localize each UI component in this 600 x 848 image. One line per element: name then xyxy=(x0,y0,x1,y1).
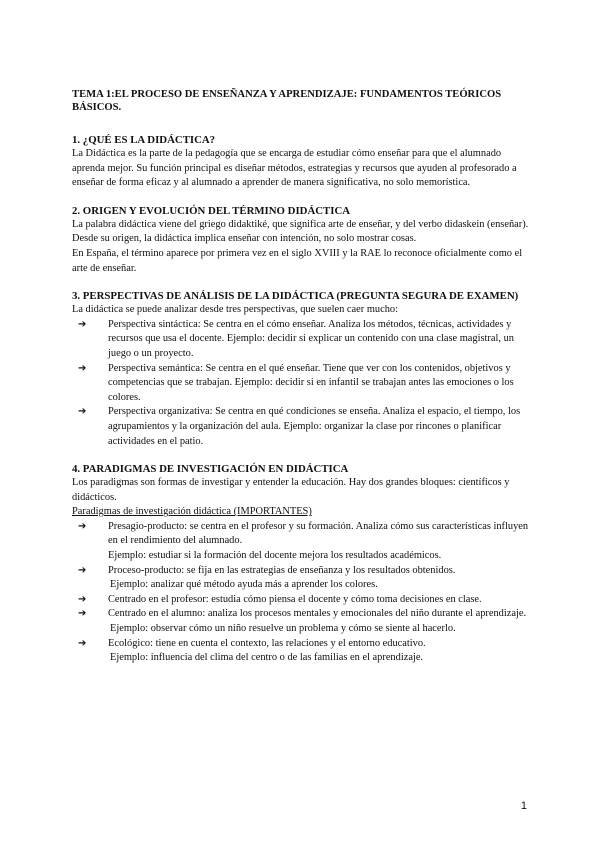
document-title: TEMA 1:EL PROCESO DE ENSEÑANZA Y APRENDIZAJE: FUNDAMENTOS TEÓRICOS BÁSICOS. xyxy=(72,89,502,113)
section-3-intro: La didáctica se puede analizar desde tres perspectivas, que suelen caer mucho: xyxy=(72,304,398,316)
section-1-text: La Didáctica es la parte de la pedagogía que se encarga de estudiar cómo enseñar para que el alumnado aprenda mejor. Su función principal es diseñar métodos, estrategias y recursos que ayuden al profesorado a enseñar de forma eficaz y al alumnado a aprender de manera significativa, no solo memorística. xyxy=(72,148,517,189)
section-2 xyxy=(72,204,534,276)
section-2-paragraph-2: En España, el término aparece por primera vez en el siglo XVIII y la RAE lo reconoce oficialmente como el arte de enseñar. xyxy=(72,247,523,274)
list-item xyxy=(72,520,534,564)
arrow-bullet-icon: ➔ xyxy=(78,406,87,418)
list-item xyxy=(72,318,534,362)
arrow-bullet-icon: ➔ xyxy=(78,564,87,576)
arrow-bullet-icon: ➔ xyxy=(78,608,87,620)
arrow-bullet-icon: ➔ xyxy=(78,593,87,605)
list-item-text: Presagio-producto: se centra en el profesor y su formación. Analiza cómo sus características influyen en el rendimiento del alumnado. xyxy=(108,520,529,547)
list-item-text: Perspectiva semántica: Se centra en el qué enseñar. Tiene que ver con los contenidos, objetivos y competencias que se trabajan. Ejemplo: decidir si en infantil se trabajan antes las emociones o los colores. xyxy=(108,362,514,403)
section-1 xyxy=(72,133,534,191)
arrow-bullet-icon: ➔ xyxy=(78,362,87,374)
list-item-text: Centrado en el alumno: analiza los procesos mentales y emocionales del niño durante el aprendizaje. xyxy=(108,608,527,620)
section-4-heading: 4. PARADIGMAS DE INVESTIGACIÓN EN DIDÁCTICA xyxy=(72,463,349,476)
list-item-text: Centrado en el profesor: estudia cómo piensa el docente y cómo toma decisiones en clase. xyxy=(108,593,482,605)
paradigms-list xyxy=(72,520,534,666)
page-number: 1 xyxy=(520,800,527,812)
section-4 xyxy=(72,462,534,666)
list-item-example: Ejemplo: observar cómo un niño resuelve un problema y cómo se siente al hacerlo. xyxy=(110,623,456,635)
section-3-heading: 3. PERSPECTIVAS DE ANÁLISIS DE LA DIDÁCTICA (PREGUNTA SEGURA DE EXAMEN) xyxy=(72,290,519,303)
list-item xyxy=(72,405,534,449)
section-4-subheading: Paradigmas de investigación didáctica (IMPORTANTES) xyxy=(72,506,312,518)
list-item-example: Ejemplo: influencia del clima del centro o de las familias en el aprendizaje. xyxy=(110,652,424,664)
list-item-text: Ecológico: tiene en cuenta el contexto, las relaciones y el entorno educativo. xyxy=(108,637,426,649)
list-item-text: Proceso-producto: se fija en las estrategias de enseñanza y los resultados obtenidos. xyxy=(108,564,456,576)
list-item-example: Ejemplo: estudiar si la formación del docente mejora los resultados académicos. xyxy=(108,550,442,562)
page-content xyxy=(72,88,534,679)
list-item-text: Perspectiva organizativa: Se centra en qué condiciones se enseña. Analiza el espacio, el tiempo, los agrupamientos y la organización del aula. Ejemplo: organizar la clase por rincones o planificar actividades en el patio. xyxy=(108,406,521,447)
section-3 xyxy=(72,289,534,449)
list-item xyxy=(72,593,534,608)
list-item xyxy=(72,607,534,636)
section-2-heading: 2. ORIGEN Y EVOLUCIÓN DEL TÉRMINO DIDÁCTICA xyxy=(72,204,351,217)
section-1-heading: 1. ¿QUÉ ES LA DIDÁCTICA? xyxy=(72,134,216,146)
list-item xyxy=(72,362,534,406)
list-item-text: Perspectiva sintáctica: Se centra en el cómo enseñar. Analiza los métodos, técnicas, actividades y recursos que usa el docente. Ejemplo: decidir si explicar un contenido con una clase magistral, un juego o un proyecto. xyxy=(108,318,514,359)
section-4-intro: Los paradigmas son formas de investigar y entender la educación. Hay dos grandes bloques: científicos y didácticos. xyxy=(72,477,510,503)
arrow-bullet-icon: ➔ xyxy=(78,318,87,330)
perspectives-list xyxy=(72,318,534,449)
arrow-bullet-icon: ➔ xyxy=(78,520,87,532)
list-item xyxy=(72,637,534,666)
arrow-bullet-icon: ➔ xyxy=(78,637,87,649)
section-2-paragraph-1: La palabra didáctica viene del griego didaktiké, que significa arte de enseñar, y del verbo didaskein (enseñar). Desde su origen, la didáctica implica enseñar con intención, no solo mostrar cosas. xyxy=(72,218,529,245)
list-item-example: Ejemplo: analizar qué método ayuda más a aprender los colores. xyxy=(110,579,378,591)
list-item xyxy=(72,564,534,593)
